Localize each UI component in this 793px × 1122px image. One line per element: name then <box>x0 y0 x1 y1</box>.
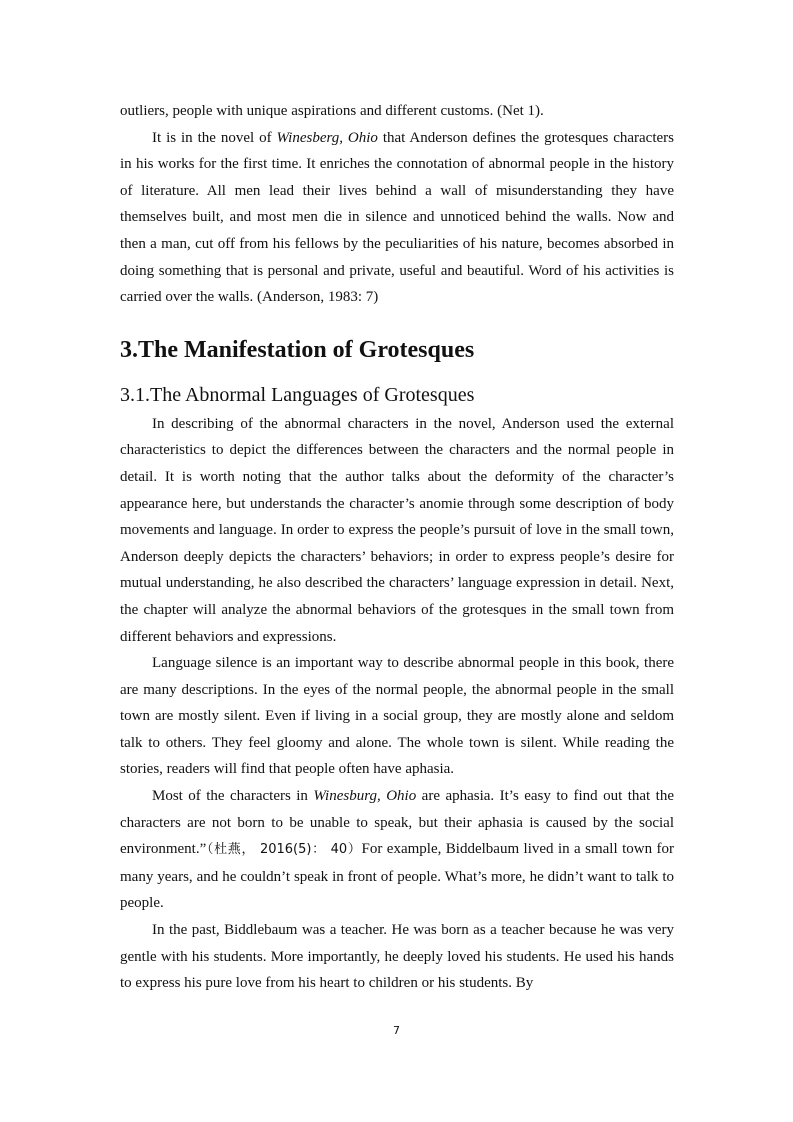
paragraph-aphasia-part2: are aphasia. It’s easy to find out that the characters are not born to be unable to speak, but their aphasia is caused by the social environment.” <box>120 788 674 858</box>
citation: （杜燕， 2016(5)： 40） <box>206 842 362 858</box>
paragraph-winesberg <box>120 125 674 311</box>
novel-title-winesberg: Winesberg, Ohio <box>276 129 378 146</box>
paragraph-aphasia <box>120 783 674 917</box>
paragraph-silence: Language silence is an important way to describe abnormal people in this book, there are many descriptions. In the eyes of the normal people, the abnormal people in the small town are mostly silent. Even if living in a social group, they are mostly alone and seldom talk to others. They feel gloomy and alone. The whole town is silent. While reading the stories, readers will find that people often have aphasia. <box>120 655 674 778</box>
document-page <box>120 98 674 997</box>
section-heading: 3.The Manifestation of Grotesques <box>120 336 475 363</box>
paragraph-aphasia-part1: Most of the characters in <box>152 788 314 805</box>
paragraph-aphasia-part3: For example, Biddelbaum lived in a small town for many years, and he couldn’t speak in front of people. What’s more, he didn’t want to talk to people. <box>120 841 674 912</box>
paragraph-winesberg-part1: It is in the novel of <box>152 129 277 146</box>
novel-title-winesburg: Winesburg, Ohio <box>313 788 417 805</box>
subsection-heading: 3.1.The Abnormal Languages of Grotesques <box>120 383 475 406</box>
paragraph-describing: In describing of the abnormal characters in the novel, Anderson used the external characteristics to depict the differences between the characters and the normal people in detail. It is worth noting that the author talks about the deformity of the character’s appearance here, but understands the character’s anomie through some description of body movements and language. In order to express the people’s pursuit of love in the small town, Anderson deeply depicts the characters’ behaviors; in order to express people’s desire for mutual understanding, he also described the characters’ language expression in detail. Next, the chapter will analyze the abnormal behaviors of the grotesques in the small town from different behaviors and expressions. <box>120 415 674 645</box>
paragraph-winesberg-part2: that Anderson defines the grotesques characters in his works for the first time. It enriches the connotation of abnormal people in the history of literature. All men lead their lives behind a wall of misunderstanding they have themselves built, and most men die in silence and unnoticed behind the walls. Now and then a man, cut off from his fellows by the peculiarities of his nature, becomes absorbed in doing something that is personal and private, useful and beautiful. Word of his activities is carried over the walls. (Anderson, 1983: 7) <box>120 129 674 306</box>
intro-paragraph: outliers, people with unique aspirations and different customs. (Net 1). <box>120 103 544 119</box>
page-number: 7 <box>393 1024 400 1037</box>
paragraph-teacher: In the past, Biddlebaum was a teacher. He was born as a teacher because he was very gentle with his students. More importantly, he deeply loved his students. He used his hands to express his pure love from his heart to children or his students. By <box>120 922 674 992</box>
